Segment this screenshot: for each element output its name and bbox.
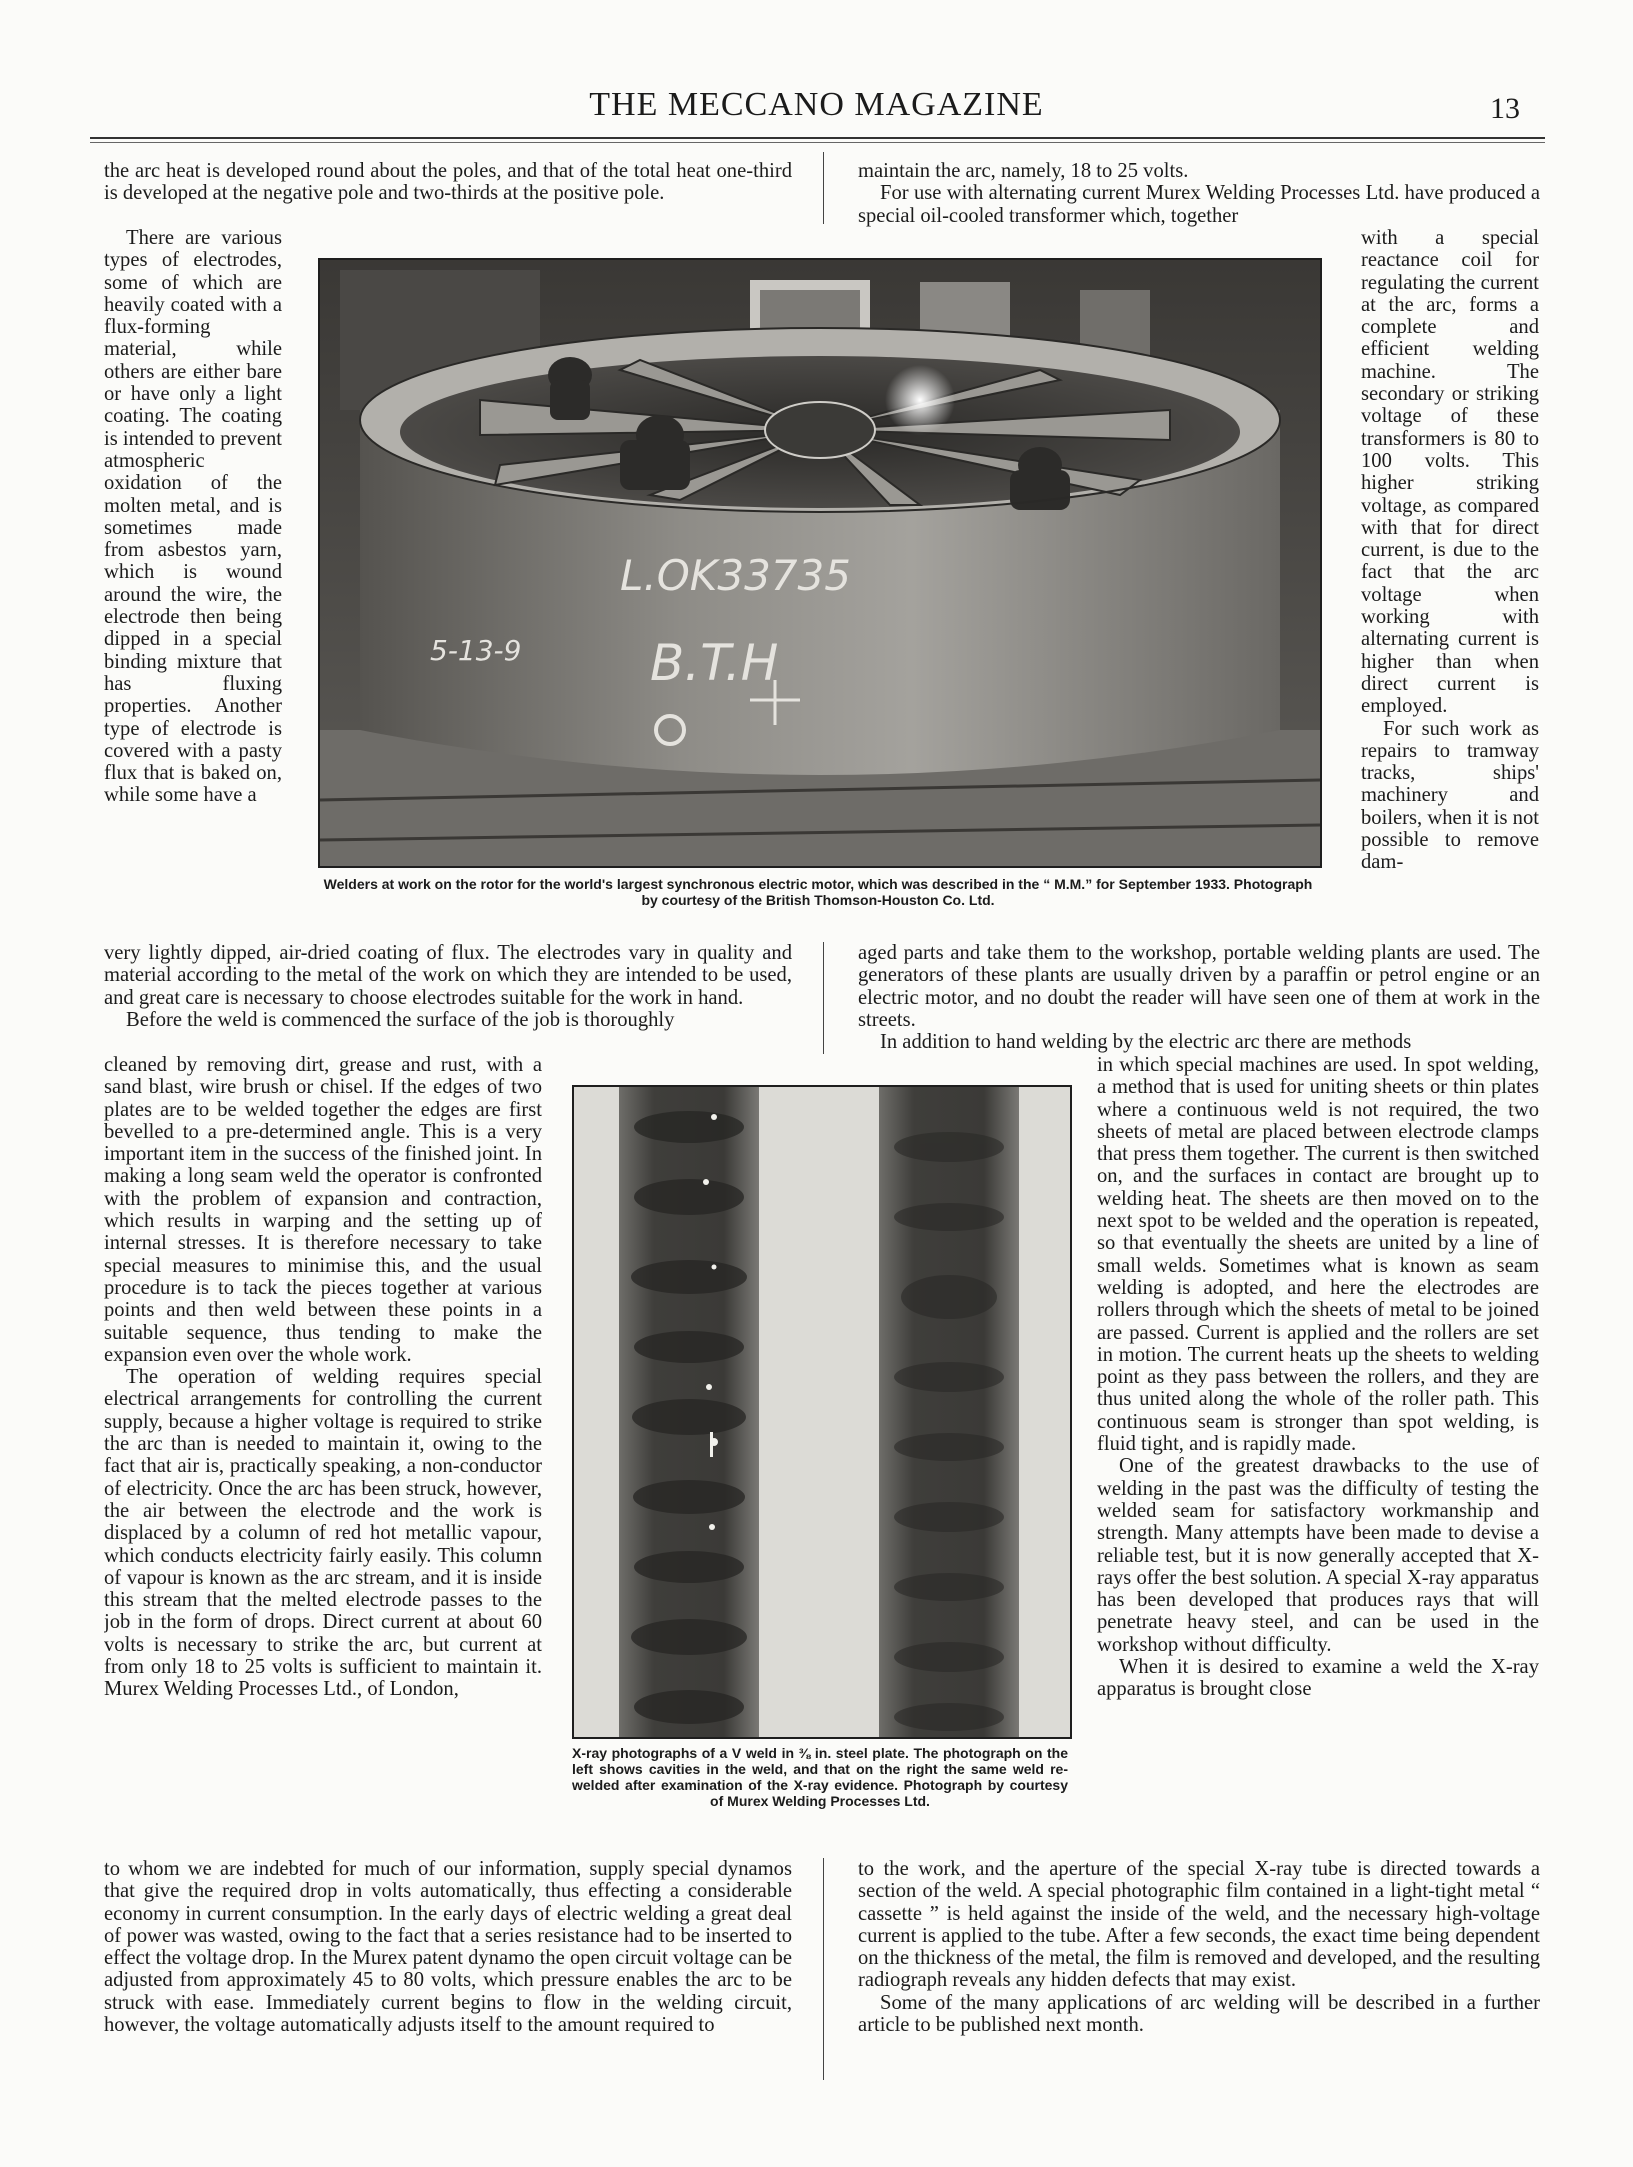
right-text-narrow: [1361, 227, 1539, 942]
left-text-bottom: [104, 1858, 792, 2083]
left-paragraph-before-weld: Before the weld is commenced the surface of the job is thoroughly: [126, 1008, 675, 1031]
header-rule: [90, 137, 1545, 139]
right-paragraph-maintain-arc: maintain the arc, namely, 18 to 25 volts.: [858, 160, 1189, 182]
right-paragraph-testing: One of the greatest drawbacks to the use of welding in the past was the difficulty of testing the welded seam for satisfactory workmanship and strength. Many attempts have been made to devise a reliable test, but it is now generally accepted that X-rays offer the best solution. A special X-ray apparatus has been developed that produces rays that will penetrate heavy steel, and can be used in the workshop without difficulty.: [1097, 1455, 1539, 1656]
rotor-caption: Welders at work on the rotor for the world's largest synchronous electric motor, which was described in the “ M.M.” for September 1933. Photograph by courtesy of the British Thomson-Houston Co. Ltd.: [323, 876, 1313, 908]
left-text-mid: [104, 942, 792, 1054]
header-rule-thin: [90, 142, 1545, 143]
right-paragraph-repairs: For such work as repairs to tramway tracks, ships' machinery and boilers, when it is not possible to remove dam-: [1361, 717, 1539, 874]
left-text-top: [104, 160, 792, 228]
rotor-marking-serial: L.OK33735: [620, 551, 851, 600]
right-text-top: [858, 160, 1540, 228]
rotor-photograph: [318, 258, 1322, 868]
column-divider-bottom: [823, 1858, 824, 2080]
left-text-beside-xray: [104, 1054, 542, 1859]
xray-photograph: [572, 1085, 1072, 1739]
right-text-mid: [858, 942, 1540, 1054]
right-paragraph-radiograph: to the work, and the aperture of the special X-ray tube is directed towards a section of the weld. A special photographic film contained in a light-tight metal “ cassette ” is held against the inside of the weld, and the necessary high-voltage current is applied to the tube. After a few seconds, the exact time being dependent on the thickness of the metal, the film is removed and developed, and the resulting radiograph reveals any hidden defects that may exist.: [858, 1858, 1540, 1992]
left-paragraph-dynamos: to whom we are indebted for much of our information, supply special dynamos that give the required drop in volts automatically, thus effecting a considerable economy in current consumption. In the early days of electric welding a great deal of power was wasted, owing to the fact that a series resistance had to be inserted to effect the voltage drop. In the Murex patent dynamo the open circuit voltage can be adjusted from approximately 45 to 80 volts, which pressure enables the arc to be struck with ease. Immediately current begins to flow in the welding circuit, however, the voltage automatically adjusts itself to the amount required to: [104, 1858, 792, 2037]
right-paragraph-spot-welding: in which special machines are used. In spot welding, a method that is used for uniting sheets or thin plates where a continuous weld is not required, the two sheets of metal are placed between electrode clamps that press them together. The current is then switched on, and the surfaces in contact are brought up to welding heat. The sheets are then moved on to the next spot to be welded and the operation is repeated, so that eventually the sheets are united by a line of small welds. Sometimes what is known as seam welding is adopted, and here the electrodes are rollers through which the sheets of metal to be joined are passed. Current is applied and the rollers are set in motion. The current heats up the sheets to welding point as they pass between the rollers, and they are thus united along the whole of the roller path. This continuous seam is stronger than spot welding, is fluid tight, and is rapidly made.: [1097, 1054, 1539, 1456]
left-paragraph-cleaning: cleaned by removing dirt, grease and rust, with a sand blast, wire brush or chisel. If the edges of two plates are to be welded together the edges are first bevelled to a pre-determined angle. This is a very important item in the success of the finished joint. In making a long seam weld the operator is confronted with the problem of expansion and contraction, which results in warping and the setting up of internal stresses. It is therefore necessary to take special measures to minimise this, and the usual procedure is to tack the pieces together at various points and then weld between these points in a suitable sequence, thus tending to make the expansion even over the whole work.: [104, 1054, 542, 1366]
right-text-beside-xray: [1097, 1054, 1539, 1859]
column-divider-middle: [823, 942, 824, 1054]
left-paragraph-electrode-quality: very lightly dipped, air-dried coating of flux. The electrodes vary in quality and material according to the metal of the work on which they are intended to be used, and great care is necessary to choose electrodes suitable for the work in hand.: [104, 942, 792, 1009]
right-paragraph-xray-close: When it is desired to examine a weld the X-ray apparatus is brought close: [1097, 1656, 1539, 1701]
xray-caption: X-ray photographs of a V weld in ⅜ in. steel plate. The photograph on the left shows cavities in the weld, and that on the right the same weld re-welded after examination of the X-ray evidence. Photograph by courtesy of Murex Welding Processes Ltd.: [572, 1745, 1068, 1809]
left-paragraph-electrodes: There are various types of electrodes, some of which are heavily coated with a flux-forming material, while others are either bare or have only a light coating. The coating is intended to prevent atmospheric oxidation of the molten metal, and is sometimes made from asbestos yarn, which is wound around the wire, the electrode then being dipped in a special binding mixture that has fluxing properties. Another type of electrode is covered with a pasty flux that is baked on, while some have a: [104, 227, 282, 807]
magazine-title: THE MECCANO MAGAZINE: [589, 86, 1044, 123]
left-paragraph-operation: The operation of welding requires special electrical arrangements for controlling the current supply, because a higher voltage is required to strike the arc than is needed to maintain it, owing to the fact that air is, practically speaking, a non-conductor of electricity. Once the arc has been struck, however, the air between the electrode and the work is displaced by a column of red hot metallic vapour, which conducts electricity fairly easily. This column of vapour is known as the arc stream, and it is inside this stream that the melted electrode passes to the job in the form of drops. Direct current at about 60 volts is necessary to strike the arc, but current at from only 18 to 25 volts is sufficient to maintain it. Murex Welding Processes Ltd., of London,: [104, 1366, 542, 1701]
rotor-marking-bth: B.T.H: [650, 634, 779, 692]
right-text-bottom: [858, 1858, 1540, 2083]
right-paragraph-reactance: with a special reactance coil for regulating the current at the arc, forms a complete and efficient welding machine. The secondary or striking voltage of these transformers is 80 to 100 volts. This higher striking voltage, as compared with that for direct current, is due to the fact that the arc voltage when working with alternating current is higher than when direct current is employed.: [1361, 227, 1539, 718]
column-divider-top: [823, 152, 824, 224]
rotor-marking-date: 5-13-9: [430, 634, 522, 667]
left-text-narrow: [104, 227, 282, 942]
right-paragraph-next-month: Some of the many applications of arc welding will be described in a further article to be published next month.: [858, 1991, 1540, 2037]
right-paragraph-alternating: For use with alternating current Murex Welding Processes Ltd. have produced a special oil-cooled transformer which, together: [858, 182, 1540, 227]
page-number: 13: [1490, 92, 1520, 125]
rotor-photograph-image: [320, 260, 1320, 866]
right-paragraph-hand-welding: In addition to hand welding by the electric arc there are methods: [880, 1031, 1412, 1054]
xray-photograph-image: [574, 1087, 1070, 1737]
left-paragraph-arc-heat: the arc heat is developed round about the poles, and that of the total heat one-third is developed at the negative pole and two-thirds at the positive pole.: [104, 160, 792, 205]
right-paragraph-portable-plants: aged parts and take them to the workshop, portable welding plants are used. The generators of these plants are usually driven by a paraffin or petrol engine or an electric motor, and no doubt the reader will have seen one of them at work in the streets.: [858, 942, 1540, 1031]
